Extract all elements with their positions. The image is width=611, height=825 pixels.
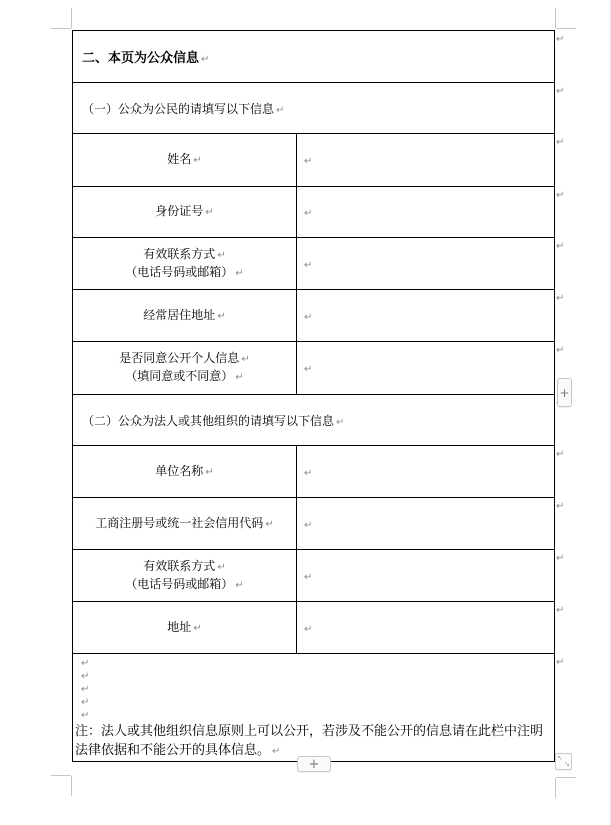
paragraph-mark-icon: ↵ [304,623,313,635]
field-label-org-name [73,446,297,498]
field-label-text: 地址 [167,619,192,634]
empty-paragraph [75,708,552,721]
field-label-org-contact [73,550,297,602]
crop-mark-bottom-right-v [555,778,556,798]
field-label-text: （电话号码或邮箱） [125,576,234,591]
paragraph-mark-icon: ↵ [201,54,210,65]
paragraph-mark-icon: ↵ [272,746,281,757]
crop-mark-top-left-v [71,8,72,28]
field-label-text: 单位名称 [155,463,204,478]
paragraph-mark-icon: ↵ [81,710,90,721]
row-end-mark: ↵ [556,137,565,148]
table-row [73,550,555,602]
paragraph-mark-icon: ↵ [81,671,90,682]
paragraph-mark-icon: ↵ [304,519,313,531]
paragraph-mark-icon: ↵ [205,207,214,218]
paragraph-mark-icon: ↵ [235,579,244,591]
plus-icon: + [559,385,570,400]
field-label-text: 有效联系方式 [143,558,216,573]
note-text: 注：法人或其他组织信息原则上可以公开，若涉及不能公开的信息请在此栏中注明法律依据和不能公开的具体信息。 [75,723,544,757]
crop-mark-top-left-h [51,28,71,29]
row-end-mark: ↵ [556,553,565,564]
table-resize-handle[interactable] [555,753,572,770]
table-row [73,446,555,498]
field-value-name[interactable] [297,134,555,187]
paragraph-mark-icon: ↵ [81,697,90,708]
table-row [73,654,555,762]
field-label-text: （填同意或不同意） [125,369,234,383]
field-value-residence-address[interactable] [297,290,555,342]
form-title-cell [73,31,555,83]
paragraph-mark-icon: ↵ [241,354,250,365]
resize-se-icon: ↘ [564,760,570,768]
field-label-text: 姓名 [167,152,192,166]
field-value-org-address[interactable] [297,602,555,654]
row-end-mark: ↵ [556,449,565,460]
crop-mark-bottom-left-h [51,775,71,776]
field-label-residence-address [73,290,297,342]
paragraph-mark-icon: ↵ [235,372,244,383]
section1-heading-cell [73,83,555,134]
paragraph-mark-icon: ↵ [217,561,226,573]
paragraph-mark-icon: ↵ [304,156,313,167]
paragraph-mark-icon: ↵ [193,155,202,166]
resize-nw-icon: ↖ [557,754,563,762]
row-end-mark: ↵ [556,34,565,45]
field-value-consent[interactable] [297,342,555,395]
form-title: 二、本页为公众信息 [82,50,200,65]
paragraph-mark-icon: ↵ [235,267,244,279]
paragraph-mark-icon: ↵ [217,310,226,322]
table-row [73,83,555,134]
row-end-mark: ↵ [556,86,565,97]
note-cell[interactable] [73,654,555,762]
note-paragraph [75,721,552,761]
paragraph-mark-icon: ↵ [81,658,90,669]
row-end-mark: ↵ [556,345,565,356]
field-label-id-number [73,187,297,238]
table-row [73,498,555,550]
paragraph-mark-icon: ↵ [304,467,313,479]
paragraph-mark-icon: ↵ [193,622,202,634]
field-value-id-number[interactable] [297,187,555,238]
crop-mark-top-right-h [556,28,576,29]
row-end-mark: ↵ [556,293,565,304]
crop-mark-bottom-left-v [71,776,72,796]
section1-heading: （一）公众为公民的请填写以下信息 [82,101,275,116]
field-label-name [73,134,297,187]
section2-heading: （二）公众为法人或其他组织的请填写以下信息 [82,413,335,428]
row-end-mark: ↵ [556,190,565,201]
empty-paragraph [75,656,552,669]
field-label-org-address [73,602,297,654]
table-row [73,290,555,342]
table-row [73,238,555,290]
paragraph-mark-icon: ↵ [81,684,90,695]
table-row [73,187,555,238]
plus-icon: + [308,756,320,772]
crop-mark-top-right-v [555,8,556,28]
paragraph-mark-icon: ↵ [217,249,226,261]
field-label-text: 经常居住地址 [143,307,216,322]
field-label-text: （电话号码或邮箱） [125,264,234,279]
paragraph-mark-icon: ↵ [304,364,313,375]
table-row [73,602,555,654]
empty-paragraph [75,682,552,695]
field-value-org-name[interactable] [297,446,555,498]
form-table [72,30,555,762]
field-label-text: 有效联系方式 [143,246,216,261]
empty-paragraph [75,669,552,682]
paragraph-mark-icon: ↵ [304,311,313,323]
paragraph-mark-icon: ↵ [304,259,313,271]
paragraph-mark-icon: ↵ [336,416,345,428]
row-end-mark: ↵ [556,241,565,252]
section2-heading-cell [73,395,555,446]
field-value-org-contact[interactable] [297,550,555,602]
paragraph-mark-icon: ↵ [265,518,274,530]
row-end-mark: ↵ [556,605,565,616]
row-end-mark: ↵ [556,657,565,668]
add-column-button[interactable] [557,378,572,407]
field-label-text: 工商注册号或统一社会信用代码 [95,515,264,530]
crop-mark-bottom-right-h [556,777,576,778]
table-row [73,134,555,187]
field-label-text: 是否同意公开个人信息 [119,351,240,365]
paragraph-mark-icon: ↵ [304,208,313,219]
row-end-mark: ↵ [556,501,565,512]
field-label-consent [73,342,297,395]
field-value-contact[interactable] [297,238,555,290]
add-row-button[interactable] [297,756,331,772]
paragraph-mark-icon: ↵ [304,571,313,583]
field-value-credit-code[interactable] [297,498,555,550]
field-label-contact [73,238,297,290]
field-label-text: 身份证号 [155,204,204,218]
paragraph-mark-icon: ↵ [276,104,285,116]
empty-paragraph [75,695,552,708]
paragraph-mark-icon: ↵ [205,466,214,478]
table-row [73,342,555,395]
field-label-credit-code [73,498,297,550]
table-row [73,395,555,446]
table-row [73,31,555,83]
